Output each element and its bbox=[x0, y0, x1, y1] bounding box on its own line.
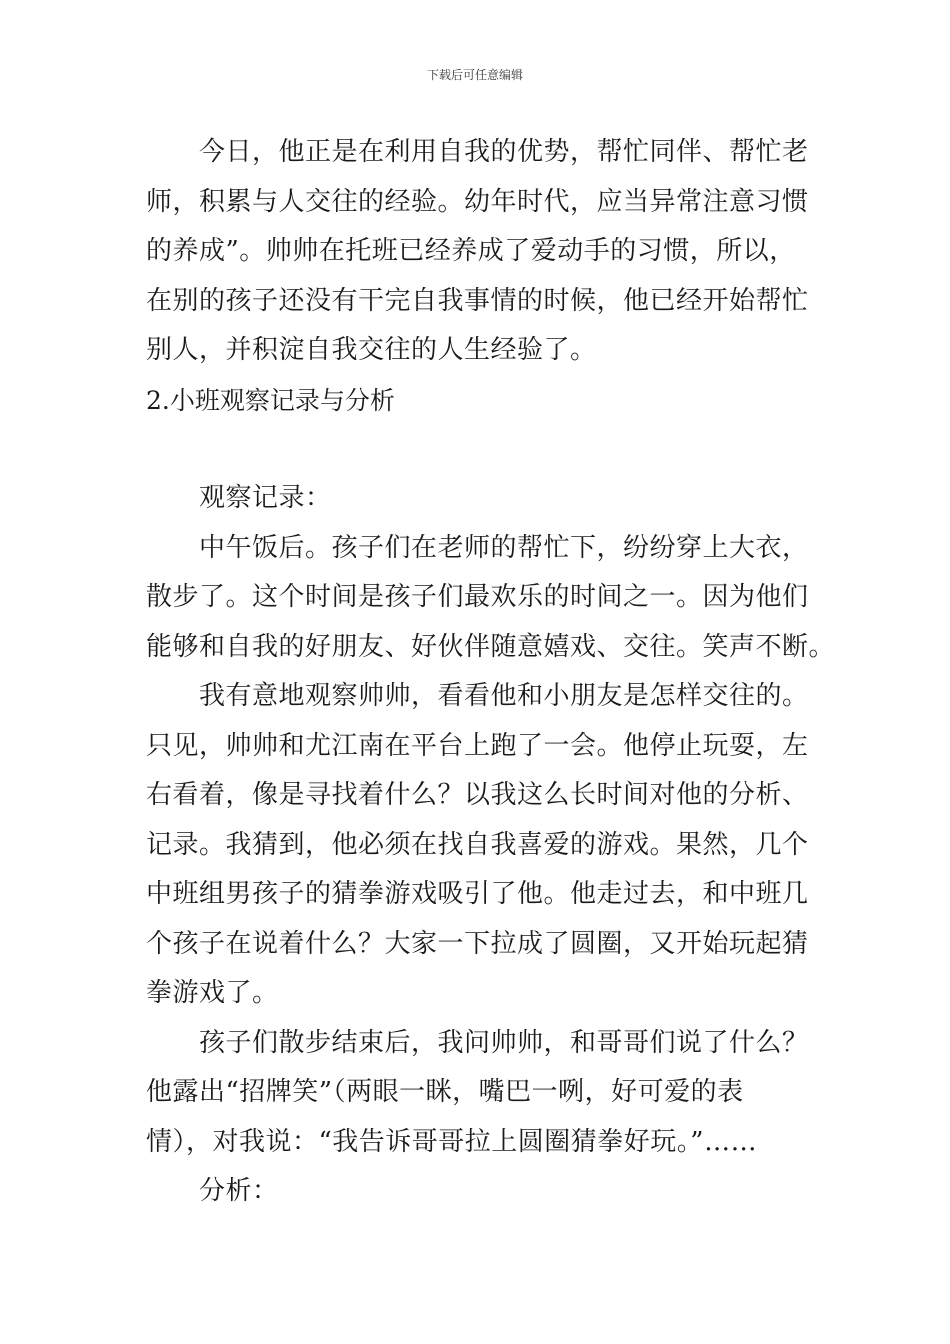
paragraph-line: 孩子们散步结束后，我问帅帅，和哥哥们说了什么？ bbox=[199, 1027, 809, 1058]
paragraph-line: 的养成”。帅帅在托班已经养成了爱动手的习惯，所以， bbox=[146, 236, 796, 266]
paragraph-line: 只见，帅帅和尤江南在平台上跑了一会。他停止玩耍，左 bbox=[146, 730, 809, 761]
paragraph-line: 中班组男孩子的猜拳游戏吸引了他。他走过去，和中班几 bbox=[146, 879, 809, 909]
paragraph-line: 记录。我猜到，他必须在找自我喜爱的游戏。果然，几个 bbox=[146, 829, 809, 860]
observation-label: 观察记录： bbox=[199, 483, 332, 513]
paragraph-line: 今日，他正是在利用自我的优势，帮忙同伴、帮忙老 bbox=[199, 137, 809, 167]
section-heading: 2.小班观察记录与分析 bbox=[146, 385, 395, 415]
analysis-label: 分析： bbox=[199, 1176, 279, 1206]
paragraph-line: 中午饭后。孩子们在老师的帮忙下，纷纷穿上大衣， bbox=[199, 532, 809, 563]
paragraph-line: 别人，并积淀自我交往的人生经验了。 bbox=[146, 335, 597, 365]
paragraph-line: 师，积累与人交往的经验。幼年时代，应当异常注意习惯 bbox=[146, 186, 809, 217]
page-header: 下载后可任意编辑 bbox=[426, 68, 523, 82]
document-body bbox=[146, 128, 836, 1217]
paragraph-line: 右看着，像是寻找着什么？以我这么长时间对他的分析、 bbox=[146, 780, 809, 810]
spacer bbox=[146, 425, 811, 474]
paragraph-line: 拳游戏了。 bbox=[146, 978, 279, 1008]
paragraph-line: 他露出“招牌笑”（两眼一眯，嘴巴一咧，好可爱的表 bbox=[146, 1077, 744, 1107]
paragraph-line: 个孩子在说着什么？大家一下拉成了圆圈，又开始玩起猜 bbox=[146, 928, 809, 959]
paragraph-line: 散步了。这个时间是孩子们最欢乐的时间之一。因为他们 bbox=[146, 582, 809, 612]
paragraph-line: 在别的孩子还没有干完自我事情的时候，他已经开始帮忙 bbox=[146, 285, 809, 316]
paragraph-line: 能够和自我的好朋友、好伙伴随意嬉戏、交往。笑声不断。 bbox=[146, 631, 836, 662]
paragraph-line: 情），对我说：“我告诉哥哥拉上圆圈猜拳好玩。”…… bbox=[146, 1126, 758, 1157]
paragraph-line: 我有意地观察帅帅，看看他和小朋友是怎样交往的。 bbox=[199, 681, 809, 711]
